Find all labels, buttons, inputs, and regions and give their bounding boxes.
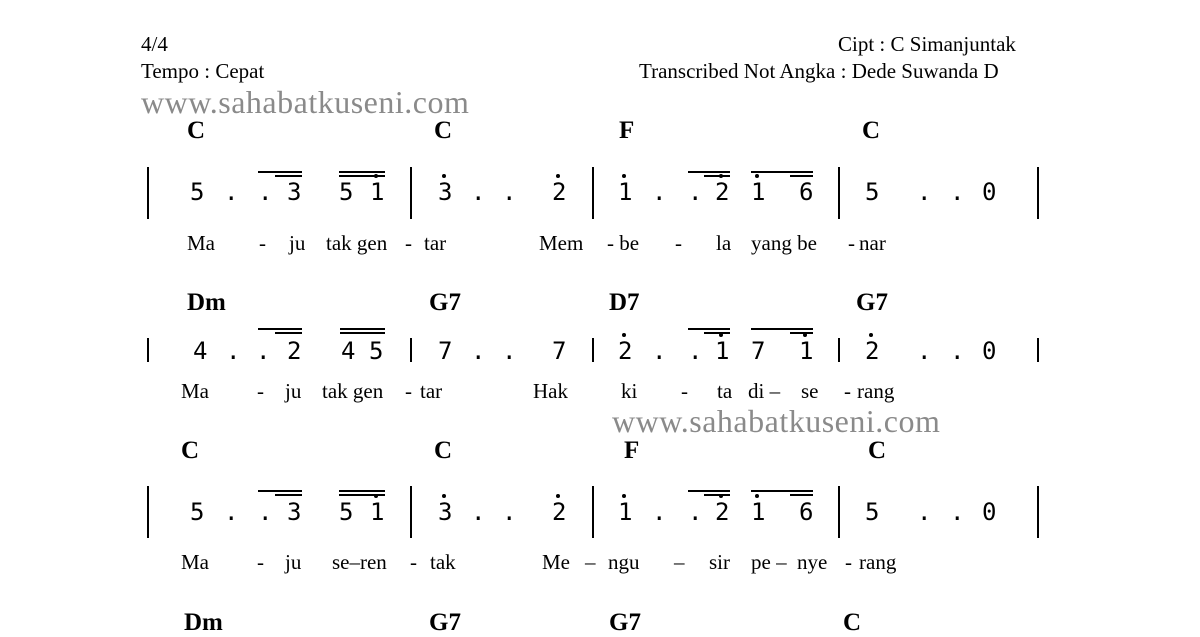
beam (258, 490, 302, 492)
lyric: - (675, 231, 682, 255)
note: . (652, 178, 667, 206)
note: . (652, 337, 667, 365)
lyric: la (716, 231, 732, 255)
lyric: ju (285, 379, 302, 403)
note: . (256, 337, 271, 365)
note: 3 (287, 178, 302, 206)
beam (704, 494, 730, 496)
beam (751, 171, 813, 173)
chord: Dm (187, 289, 226, 316)
octave-dot (755, 174, 759, 178)
note: 2 (865, 337, 880, 365)
barline (147, 338, 149, 362)
note: . (688, 178, 703, 206)
note: 1 (370, 178, 385, 206)
barline (592, 338, 594, 362)
chord: G7 (429, 289, 461, 316)
lyric: nye (797, 550, 828, 574)
barline (838, 338, 840, 362)
lyric: - (257, 379, 264, 403)
note: 1 (799, 337, 814, 365)
lyric: Mem (539, 231, 584, 255)
barline (1037, 167, 1039, 219)
beam (258, 328, 302, 330)
note: 2 (715, 498, 730, 526)
beam (790, 332, 813, 334)
note: 0 (982, 178, 997, 206)
tempo: Tempo : Cepat (141, 59, 265, 83)
barline (592, 486, 594, 538)
octave-dot (869, 333, 873, 337)
lyric: - (681, 379, 688, 403)
note: 6 (799, 498, 814, 526)
octave-dot (442, 174, 446, 178)
barline (147, 167, 149, 219)
barline (592, 167, 594, 219)
lyric: - (257, 550, 264, 574)
barline (1037, 486, 1039, 538)
lyric: ta (717, 379, 733, 403)
note: . (950, 498, 965, 526)
note: . (226, 337, 241, 365)
note: 5 (339, 178, 354, 206)
note: . (950, 337, 965, 365)
beam (704, 332, 730, 334)
beam (258, 171, 302, 173)
note: 5 (865, 498, 880, 526)
chord: G7 (429, 609, 461, 636)
lyric: yang be (751, 231, 817, 255)
note: 1 (751, 498, 766, 526)
note: 6 (799, 178, 814, 206)
lyric: - (848, 231, 855, 255)
note: 2 (715, 178, 730, 206)
note: 3 (287, 498, 302, 526)
note: . (502, 337, 517, 365)
note: 4 (193, 337, 208, 365)
note: 2 (552, 498, 567, 526)
lyric: – (674, 550, 685, 574)
octave-dot (556, 174, 560, 178)
note: 3 (438, 498, 453, 526)
barline (410, 338, 412, 362)
octave-dot (622, 174, 626, 178)
note: . (652, 498, 667, 526)
note: 5 (865, 178, 880, 206)
note: 7 (438, 337, 453, 365)
note: . (917, 498, 932, 526)
beam (339, 490, 385, 492)
note: 4 (341, 337, 356, 365)
note: 2 (552, 178, 567, 206)
chord: D7 (609, 289, 640, 316)
beam (339, 175, 385, 177)
lyric: Me (542, 550, 570, 574)
chord: C (843, 609, 862, 636)
chord: C (187, 117, 206, 144)
note: . (471, 498, 486, 526)
lyric: - (259, 231, 266, 255)
lyric: se (801, 379, 819, 403)
chord: C (862, 117, 881, 144)
note: 3 (438, 178, 453, 206)
beam (275, 332, 302, 334)
lyric: rang (859, 550, 897, 574)
note: . (688, 498, 703, 526)
lyric: Ma (181, 550, 209, 574)
beam (275, 494, 302, 496)
time-signature: 4/4 (141, 32, 168, 56)
watermark: www.sahabatkuseni.com (612, 403, 941, 439)
lyric: Ma (181, 379, 209, 403)
lyric: - (845, 550, 852, 574)
beam (339, 171, 385, 173)
lyric: Ma (187, 231, 215, 255)
chord: C (181, 437, 200, 464)
chord: C (868, 437, 887, 464)
lyric: - be (607, 231, 640, 255)
lyric: - (405, 231, 412, 255)
barline (410, 486, 412, 538)
note: 5 (369, 337, 384, 365)
beam (340, 332, 385, 334)
note: 1 (618, 178, 633, 206)
note: . (224, 498, 239, 526)
watermark: www.sahabatkuseni.com (141, 84, 470, 120)
note: 2 (287, 337, 302, 365)
note: 0 (982, 498, 997, 526)
chord: C (434, 117, 453, 144)
transcriber: Transcribed Not Angka : Dede Suwanda D (639, 59, 999, 83)
chord: G7 (856, 289, 888, 316)
chord: C (434, 437, 453, 464)
note: . (258, 178, 273, 206)
barline (1037, 338, 1039, 362)
note: . (688, 337, 703, 365)
beam (339, 494, 385, 496)
lyric: di – (748, 379, 781, 403)
note: 2 (618, 337, 633, 365)
lyric: sir (709, 550, 730, 574)
lyric: tak (430, 550, 456, 574)
note: 1 (370, 498, 385, 526)
chord: G7 (609, 609, 641, 636)
beam (790, 175, 813, 177)
lyric: pe – (751, 550, 787, 574)
note: 5 (339, 498, 354, 526)
lyric: ju (289, 231, 306, 255)
beam (790, 494, 813, 496)
lyric: – (585, 550, 596, 574)
note: . (950, 178, 965, 206)
note: . (917, 178, 932, 206)
lyric: ju (285, 550, 302, 574)
lyric: ki (621, 379, 638, 403)
beam (688, 490, 730, 492)
beam (751, 490, 813, 492)
note: . (917, 337, 932, 365)
octave-dot (556, 494, 560, 498)
beam (275, 175, 302, 177)
note: 1 (715, 337, 730, 365)
note: . (502, 498, 517, 526)
barline (410, 167, 412, 219)
lyric: - (405, 379, 412, 403)
lyric: tar (424, 231, 447, 255)
composer: Cipt : C Simanjuntak (838, 32, 1016, 56)
beam (751, 328, 813, 330)
octave-dot (442, 494, 446, 498)
chord: F (624, 437, 640, 464)
note: 1 (618, 498, 633, 526)
beam (340, 328, 385, 330)
lyric: nar (859, 231, 886, 255)
barline (838, 486, 840, 538)
beam (704, 175, 730, 177)
octave-dot (622, 494, 626, 498)
lyric: ngu (608, 550, 640, 574)
chord: F (619, 117, 635, 144)
lyric: rang (857, 379, 895, 403)
lyric: - (844, 379, 851, 403)
note: . (224, 178, 239, 206)
note: 5 (190, 178, 205, 206)
beam (688, 328, 730, 330)
lyric: se–ren (332, 550, 387, 574)
barline (147, 486, 149, 538)
octave-dot (755, 494, 759, 498)
note: 0 (982, 337, 997, 365)
note: 7 (552, 337, 567, 365)
octave-dot (622, 333, 626, 337)
note: . (258, 498, 273, 526)
note: . (502, 178, 517, 206)
chord: Dm (184, 609, 223, 636)
note: . (471, 337, 486, 365)
note: 1 (751, 178, 766, 206)
lyric: tak gen (322, 379, 384, 403)
note: 7 (751, 337, 766, 365)
lyric: tar (420, 379, 443, 403)
lyric: tak gen (326, 231, 388, 255)
lyric: - (410, 550, 417, 574)
note: 5 (190, 498, 205, 526)
note: . (471, 178, 486, 206)
lyric: Hak (533, 379, 568, 403)
barline (838, 167, 840, 219)
beam (688, 171, 730, 173)
